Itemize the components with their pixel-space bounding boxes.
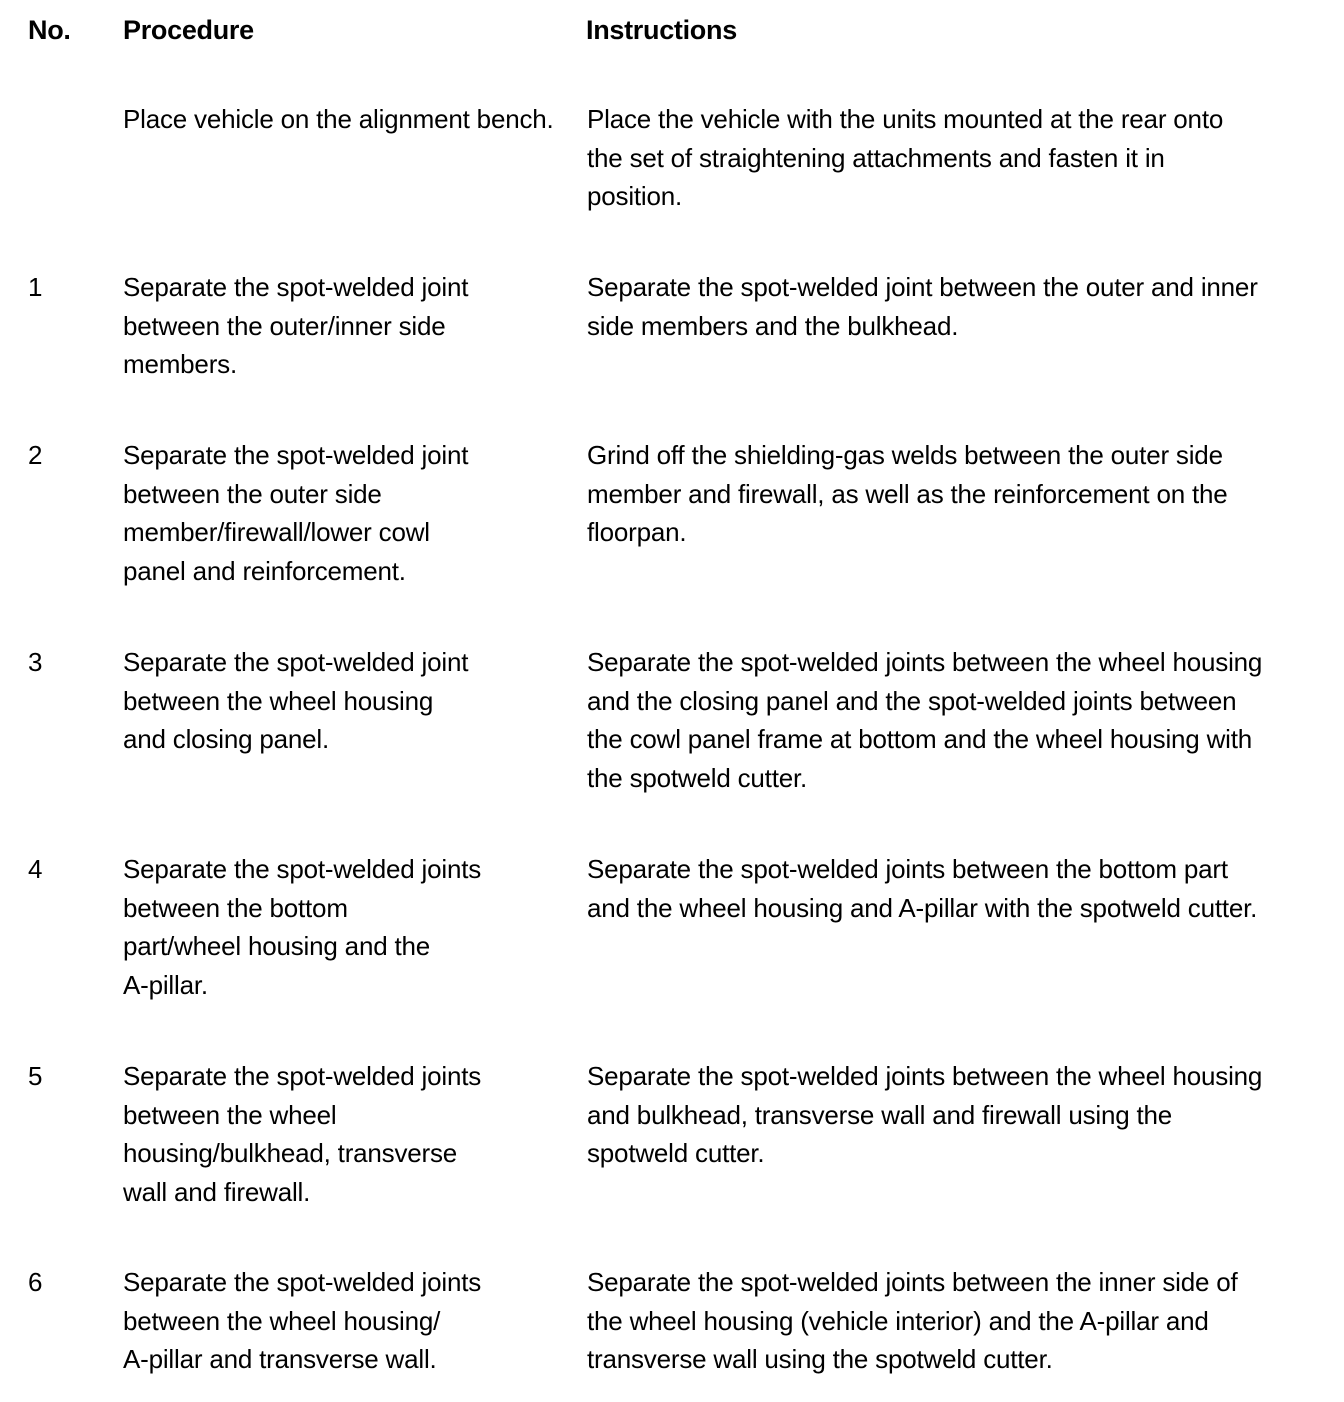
column-header-no: No. (28, 15, 71, 45)
instructions-text: Separate the spot-welded joints between the wheel housing and bulkhead, transverse wall and firewall using the spotweld cutter. (587, 1061, 1263, 1168)
column-header-procedure: Procedure (123, 15, 254, 45)
table-header (0, 10, 1344, 50)
instructions-text: Place the vehicle with the units mounted at the rear onto the set of straightening attachments and fasten it in position. (587, 104, 1224, 211)
step-number: 2 (28, 440, 43, 470)
procedure-text: Separate the spot-welded joint between the wheel housing and closing panel. (123, 647, 469, 754)
step-number: 5 (28, 1061, 43, 1091)
procedure-text: Separate the spot-welded joint between the outer/inner side members. (123, 272, 469, 379)
column-header-instructions: Instructions (586, 15, 737, 45)
step-number: 3 (28, 647, 43, 677)
instructions-text: Separate the spot-welded joints between the wheel housing and the closing panel and the spot-welded joints between the cowl panel frame at bottom and the wheel housing with the spotweld cutter. (587, 647, 1263, 793)
instructions-text: Grind off the shielding-gas welds between the outer side member and firewall, as well as the reinforcement on the floorpan. (587, 440, 1228, 547)
step-number: 6 (28, 1267, 43, 1297)
procedure-text: Place vehicle on the alignment bench. (123, 104, 554, 134)
procedure-text: Separate the spot-welded joints between the bottom part/wheel housing and the A-pillar. (123, 854, 482, 1000)
instructions-text: Separate the spot-welded joint between the outer and inner side members and the bulkhead. (587, 272, 1258, 341)
step-number: 4 (28, 854, 43, 884)
instructions-text: Separate the spot-welded joints between the bottom part and the wheel housing and A-pillar with the spotweld cutter. (587, 854, 1258, 923)
procedure-text: Separate the spot-welded joint between the outer side member/firewall/lower cowl panel and reinforcement. (123, 440, 469, 586)
step-number: 1 (28, 272, 43, 302)
procedure-text: Separate the spot-welded joints between the wheel housing/bulkhead, transverse wall and firewall. (123, 1061, 482, 1207)
procedure-text: Separate the spot-welded joints between the wheel housing/ A-pillar and transverse wall. (123, 1267, 482, 1374)
instructions-text: Separate the spot-welded joints between the inner side of the wheel housing (vehicle interior) and the A-pillar and transverse wall using the spotweld cutter. (587, 1267, 1238, 1374)
